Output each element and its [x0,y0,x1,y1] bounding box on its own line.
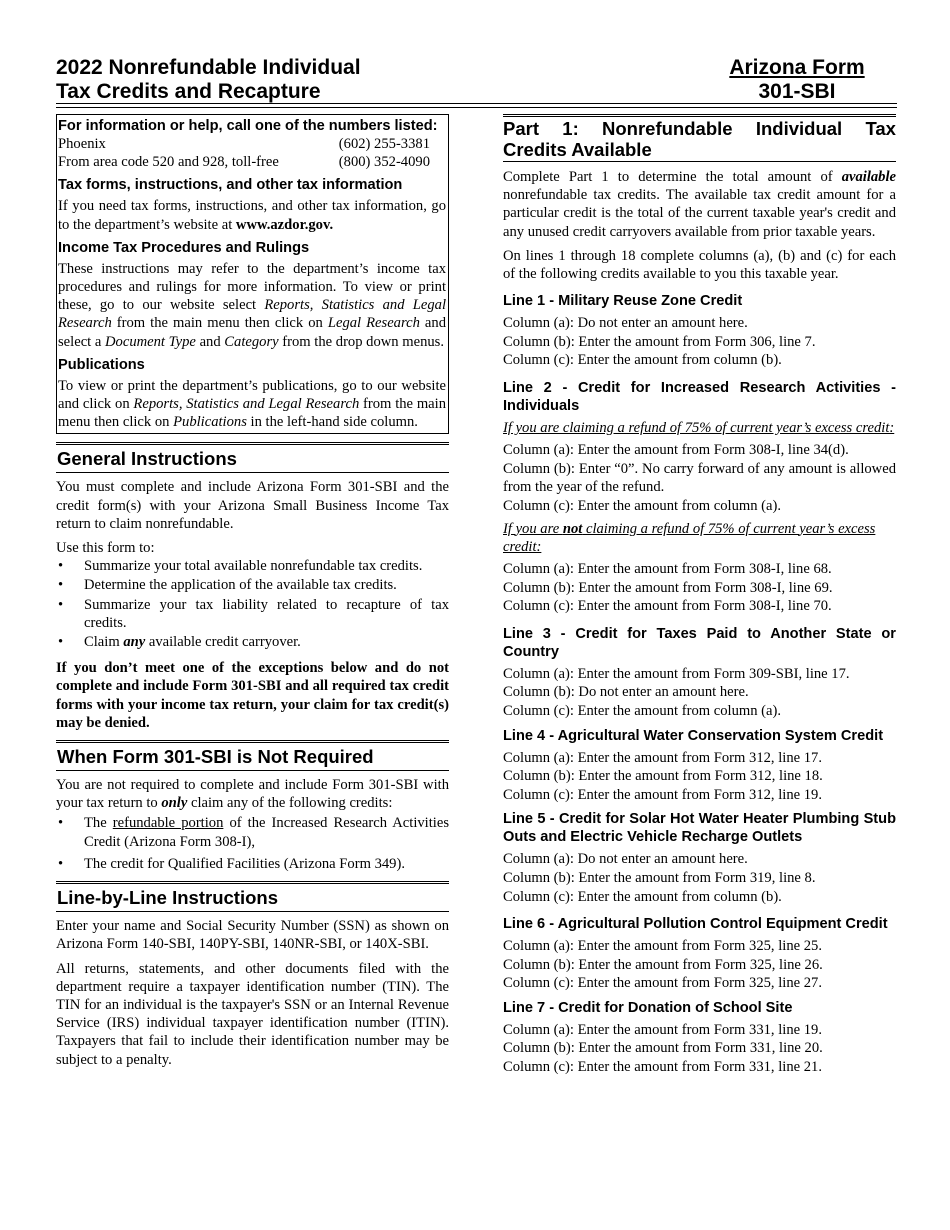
list-item: • Summarize your tax liability related to recapture of tax credits. [56,596,449,632]
line6-col-b: Column (b): Enter the amount from Form 325, line 26. [503,956,823,973]
line1-heading: Line 1 - Military Reuse Zone Credit [503,293,743,310]
line2-col-c2: Column (c): Enter the amount from Form 308-I, line 70. [503,598,832,615]
form-number [717,56,877,104]
part1-p2: On lines 1 through 18 complete columns (a), (b) and (c) for each of the following credits available to you this taxable year. [503,247,896,283]
list-item: • Determine the application of the available tax credits. [56,576,449,594]
line3-col-a: Column (a): Enter the amount from Form 309-SBI, line 17. [503,665,850,682]
line4-col-b: Column (b): Enter the amount from Form 312, line 18. [503,768,823,785]
website-link[interactable]: www.azdor.gov. [235,216,334,233]
general-p1: You must complete and include Arizona Form 301-SBI and the credit form(s) with your Arizona Small Business Income Tax return to claim nonrefundable. [56,479,449,532]
general-warning: If you don’t meet one of the exceptions below and do not complete and include Form 301-SBI and all required tax credit forms with your income tax return, your claim for tax credit(s) may be denied. [56,660,449,731]
not-required-p1: You are not required to complete and include Form 301-SBI with your tax return to only claim any of the following credits: [56,777,449,812]
phone-label: Phoenix [58,136,106,152]
info-box-heading: For information or help, call one of the numbers listed: [58,118,438,134]
phone-number: (800) 352-4090 [338,154,430,171]
publications-heading: Publications [58,356,145,373]
line7-col-b: Column (b): Enter the amount from Form 331, line 20. [503,1040,823,1057]
line2-col-b1: Column (b): Enter “0”. No carry forward of any amount is allowed from the year of the refund. [503,460,896,496]
line2-col-a2: Column (a): Enter the amount from Form 308-I, line 68. [503,560,832,577]
line2-col-c1: Column (c): Enter the amount from column (a). [503,497,782,514]
form-line-2: 301-SBI [758,80,836,103]
general-p2: Use this form to: [56,540,155,557]
line6-heading: Line 6 - Agricultural Pollution Control Equipment Credit [503,916,888,933]
header-rule-2 [56,107,897,108]
line6-col-c: Column (c): Enter the amount from Form 325, line 27. [503,975,822,992]
line5-col-c: Column (c): Enter the amount from column (b). [503,888,782,905]
line6-col-a: Column (a): Enter the amount from Form 325, line 25. [503,938,822,955]
line1-col-a: Column (a): Do not enter an amount here. [503,315,748,332]
list-item: • The refundable portion of the Increased Research Activities Credit (Arizona Form 308-I), [56,814,449,850]
right-column [503,114,896,1077]
line-by-line-p1: Enter your name and Social Security Number (SSN) as shown on Arizona Form 140-SBI, 140PY-SBI, 140NR-SBI, or 140X-SBI. [56,918,449,953]
header-rule-1 [56,103,897,104]
title-line-1: 2022 Nonrefundable Individual [56,56,361,79]
list-item: • Claim any available credit carryover. [56,633,449,651]
left-column [56,114,449,1075]
list-item: • Summarize your total available nonrefundable tax credits. [56,557,449,575]
line7-col-a: Column (a): Enter the amount from Form 331, line 19. [503,1021,822,1038]
info-box [56,114,449,434]
line7-heading: Line 7 - Credit for Donation of School Site [503,999,793,1016]
line3-heading: Line 3 - Credit for Taxes Paid to Another State or Country [503,625,896,660]
line4-col-c: Column (c): Enter the amount from Form 312, line 19. [503,786,822,803]
line2-claim-note: If you are claiming a refund of 75% of current year’s excess credit: [503,420,895,436]
line4-col-a: Column (a): Enter the amount from Form 312, line 17. [503,749,822,766]
phone-row-tollfree [57,153,446,171]
line-by-line-heading: Line-by-Line Instructions [56,881,449,912]
form-line-1: Arizona Form [729,56,865,79]
line3-col-b: Column (b): Do not enter an amount here. [503,684,749,701]
procedures-text: These instructions may refer to the department’s income tax procedures and rulings for more information. To view or print these, go to our website select Reports, Statistics and Legal Research from the main menu then click on Legal Research and select a Document Type and Category from the drop down menus. [58,260,447,350]
line4-heading: Line 4 - Agricultural Water Conservation System Credit [503,727,884,744]
general-instructions-heading: General Instructions [56,442,449,473]
phone-number: (602) 255-3381 [338,136,430,152]
tax-forms-heading: Tax forms, instructions, and other tax information [58,177,403,194]
part1-heading: Part 1: Nonrefundable Individual Tax Credits Available [503,114,896,162]
line2-col-a1: Column (a): Enter the amount from Form 308-I, line 34(d). [503,442,849,459]
procedures-heading: Income Tax Procedures and Rulings [58,239,310,256]
title-line-2: Tax Credits and Recapture [56,80,321,103]
line2-col-b2: Column (b): Enter the amount from Form 308-I, line 69. [503,579,833,596]
line2-heading: Line 2 - Credit for Increased Research Activities - Individuals [503,380,896,414]
phone-row-phoenix [57,135,446,153]
line-by-line-p2: All returns, statements, and other documents filed with the department require a taxpayer identification number (TIN). The TIN for an individual is the taxpayer's SSN or an Internal Revenue Service (IRS) individual taxpayer identification number (ITIN). Taxpayers that fail to include their identification number may be subject to a penalty. [56,960,449,1068]
phone-label: From area code 520 and 928, toll-free [58,154,279,171]
line5-heading: Line 5 - Credit for Solar Hot Water Heater Plumbing Stub Outs and Electric Vehicle Recharge Outlets [503,811,896,846]
line5-col-a: Column (a): Do not enter an amount here. [503,851,748,868]
part1-p1: Complete Part 1 to determine the total amount of available nonrefundable tax credits. The available tax credit amount for a particular credit is the total of the current taxable year's credit and any unused credit carryovers available from prior taxable years. [503,169,896,240]
line5-col-b: Column (b): Enter the amount from Form 319, line 8. [503,869,816,886]
not-required-heading: When Form 301-SBI is Not Required [56,740,449,771]
publications-text: To view or print the department’s publications, go to our website and click on Reports, Statistics and Legal Research from the main menu then click on Publications in the left-hand side column. [58,377,447,431]
general-bullets [56,557,449,651]
line1-col-b: Column (b): Enter the amount from Form 306, line 7. [503,333,816,350]
line7-col-c: Column (c): Enter the amount from Form 331, line 21. [503,1059,822,1076]
document-title [56,56,361,104]
line1-col-c: Column (c): Enter the amount from column (b). [503,352,782,369]
list-item: • The credit for Qualified Facilities (Arizona Form 349). [56,855,449,873]
not-required-bullets [56,814,449,873]
line2-notclaim-note: If you are not claiming a refund of 75% of current year’s excess credit: [503,520,876,555]
line3-col-c: Column (c): Enter the amount from column (a). [503,702,782,719]
tax-forms-text: If you need tax forms, instructions, and other tax information, go to the department’s website at www.azdor.gov. [58,198,446,233]
